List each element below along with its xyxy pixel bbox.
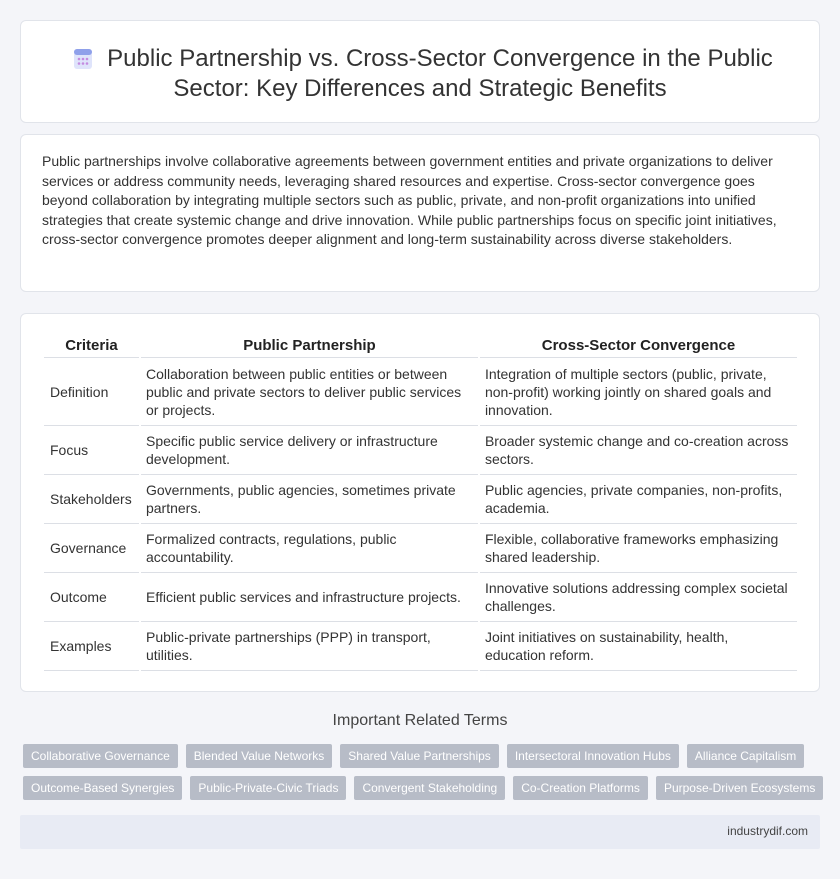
tag-public-private-civic-triads[interactable]: Public-Private-Civic Triads [190,776,346,800]
public-partnership-cell: Governments, public agencies, sometimes private partners. [141,475,478,524]
criteria-cell: Definition [44,358,139,426]
cross-sector-cell: Integration of multiple sectors (public, private, non-profit) working jointly on shared goals and innovation. [480,358,797,426]
header-public-partnership: Public Partnership [141,331,478,358]
public-partnership-cell: Efficient public services and infrastructure projects. [141,573,478,622]
cross-sector-cell: Joint initiatives on sustainability, health, education reform. [480,622,797,671]
comparison-table [42,331,799,671]
intro-paragraph: Public partnerships involve collaborative agreements between government entities and private organizations to deliver services or address community needs, leveraging shared resources and expertise. Cross-sector convergence goes beyond collaboration by integrating multiple sectors such as public, private, and non-profit organizations into unified strategies that create systemic change and drive innovation. While public partnerships focus on specific joint initiatives, cross-sector convergence promotes deeper alignment and long-term sustainability across diverse stakeholders. [42,153,777,248]
table-row [44,358,797,426]
tag-convergent-stakeholding[interactable]: Convergent Stakeholding [354,776,505,800]
table-row [44,475,797,524]
criteria-cell: Governance [44,524,139,573]
table-row [44,426,797,475]
table-row [44,524,797,573]
criteria-cell: Stakeholders [44,475,139,524]
related-terms-list [23,744,823,808]
cross-sector-cell: Public agencies, private companies, non-profits, academia. [480,475,797,524]
cross-sector-cell: Broader systemic change and co-creation across sectors. [480,426,797,475]
header-criteria: Criteria [44,331,139,358]
cross-sector-cell: Flexible, collaborative frameworks emphasizing shared leadership. [480,524,797,573]
cross-sector-cell: Innovative solutions addressing complex societal challenges. [480,573,797,622]
page-title [21,44,819,104]
tag-blended-value-networks[interactable]: Blended Value Networks [186,744,333,768]
related-terms-heading: Important Related Terms [332,712,508,729]
tag-intersectoral-innovation-hubs[interactable]: Intersectoral Innovation Hubs [507,744,679,768]
title-card [20,20,820,123]
header-cross-sector: Cross-Sector Convergence [480,331,797,358]
page-title-line2: Sector: Key Differences and Strategic Benefits [173,75,667,102]
tag-purpose-driven-ecosystems[interactable]: Purpose-Driven Ecosystems [656,776,823,800]
table-row [44,622,797,671]
table-row [44,573,797,622]
public-partnership-cell: Public-private partnerships (PPP) in transport, utilities. [141,622,478,671]
footer-site-link[interactable]: industrydif.com [727,824,808,838]
public-partnership-cell: Specific public service delivery or infrastructure development. [141,426,478,475]
page-title-line1: Public Partnership vs. Cross-Sector Convergence in the Public [107,45,773,72]
criteria-cell: Outcome [44,573,139,622]
tag-alliance-capitalism[interactable]: Alliance Capitalism [687,744,804,768]
intro-card [20,134,820,292]
comparison-table-card [20,313,820,692]
tag-co-creation-platforms[interactable]: Co-Creation Platforms [513,776,648,800]
tag-shared-value-partnerships[interactable]: Shared Value Partnerships [340,744,499,768]
public-partnership-cell: Collaboration between public entities or between public and private sectors to deliver public services or projects. [141,358,478,426]
tag-outcome-based-synergies[interactable]: Outcome-Based Synergies [23,776,182,800]
tag-row [23,776,823,800]
tag-collaborative-governance[interactable]: Collaborative Governance [23,744,178,768]
tag-row [23,744,823,768]
footer [20,815,820,849]
public-partnership-cell: Formalized contracts, regulations, public accountability. [141,524,478,573]
criteria-cell: Examples [44,622,139,671]
criteria-cell: Focus [44,426,139,475]
